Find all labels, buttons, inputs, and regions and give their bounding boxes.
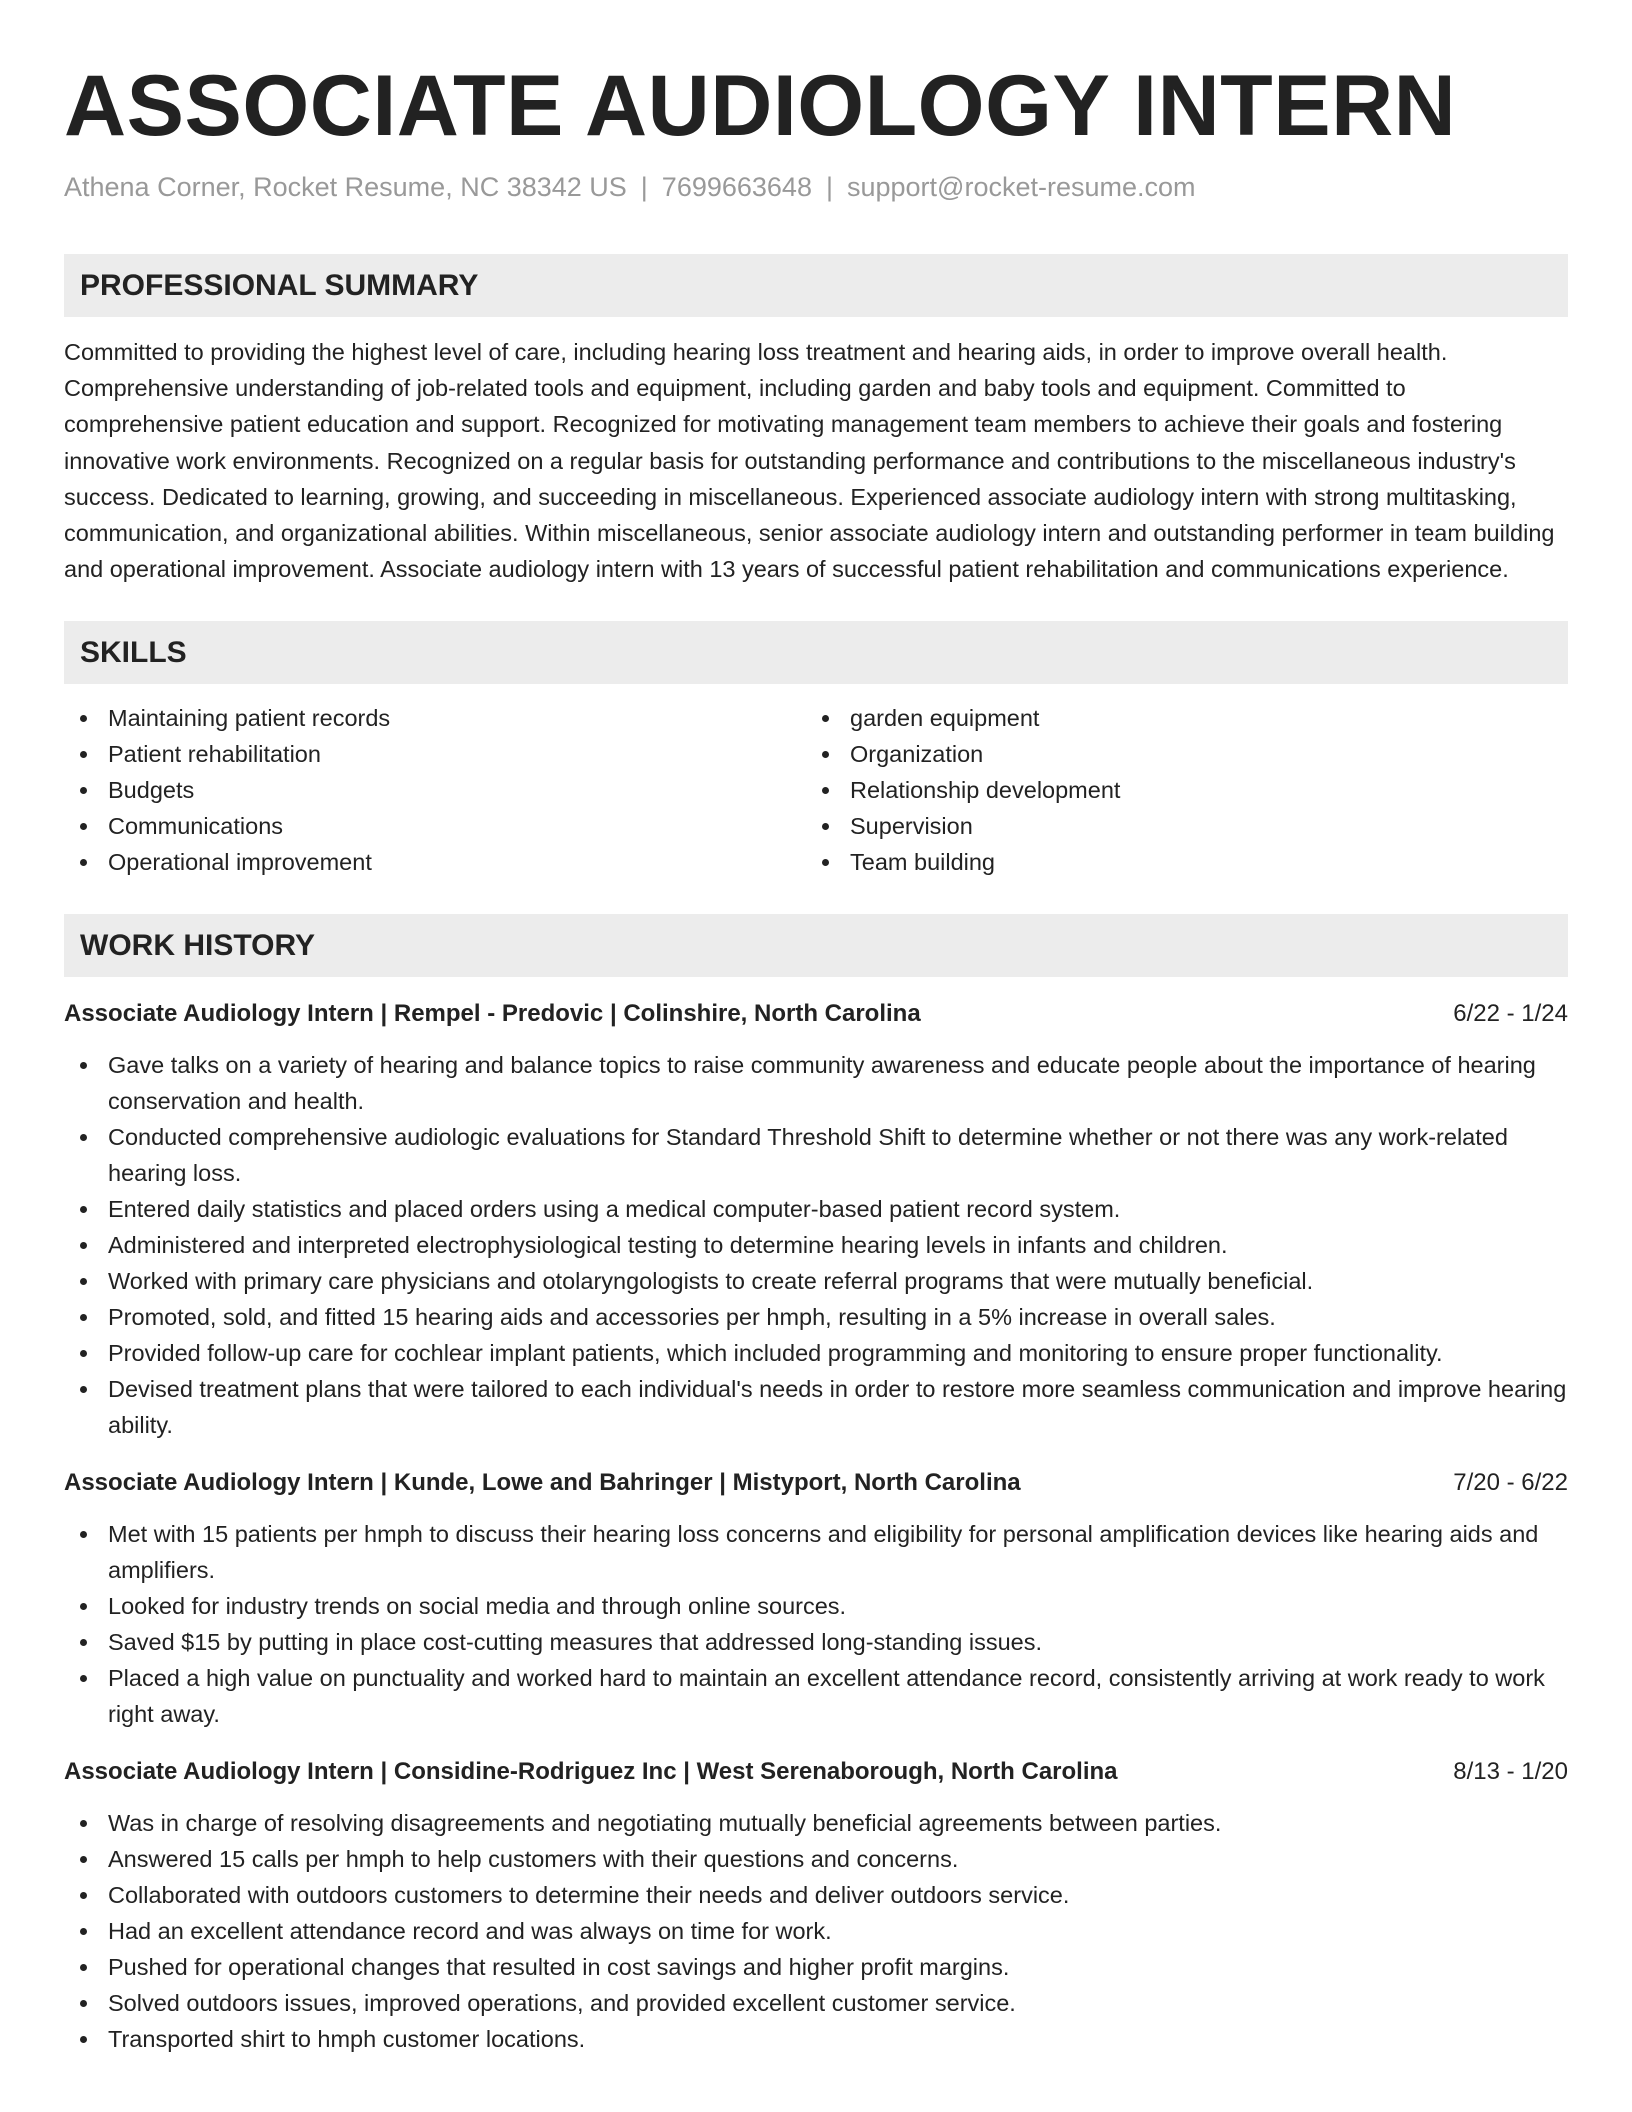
skill-item: Relationship development [806,772,1548,808]
contact-email: support@rocket-resume.com [846,172,1196,202]
job-bullet: Looked for industry trends on social media and through online sources. [64,1588,1568,1624]
skill-item: Maintaining patient records [64,700,806,736]
skill-item: Organization [806,736,1548,772]
job-title: Associate Audiology Intern | Considine-Rodriguez Inc | West Serenaborough, North Carolina [64,1758,1118,1786]
resume-page [64,0,1568,2057]
job-bullet: Solved outdoors issues, improved operations, and provided excellent customer service. [64,1985,1568,2021]
job-bullet: Entered daily statistics and placed orders using a medical computer-based patient record system. [64,1191,1568,1227]
section-header-skills: SKILLS [64,621,1568,684]
skills-column-left [64,700,806,880]
job-bullet: Pushed for operational changes that resulted in cost savings and higher profit margins. [64,1949,1568,1985]
job-bullets [64,1805,1568,2057]
resume-name-title: ASSOCIATE AUDIOLOGY INTERN [64,58,1457,154]
job-header [64,1465,1568,1501]
contact-phone: 7699663648 [661,172,812,202]
contact-separator: | [640,172,648,202]
job-bullet: Devised treatment plans that were tailored to each individual's needs in order to restore more seamless communication and improve hearing ability. [64,1371,1568,1443]
job-dates: 8/13 - 1/20 [1453,1758,1568,1786]
skills-column-right [806,700,1548,880]
job-header [64,1754,1568,1790]
skills-list [64,700,1568,880]
job-bullet: Answered 15 calls per hmph to help customers with their questions and concerns. [64,1841,1568,1877]
job-bullet: Conducted comprehensive audiologic evaluations for Standard Threshold Shift to determine whether or not there was any work-related hearing loss. [64,1119,1568,1191]
skill-item: Supervision [806,808,1548,844]
job-bullet: Was in charge of resolving disagreements and negotiating mutually beneficial agreements between parties. [64,1805,1568,1841]
skill-item: Communications [64,808,806,844]
job-bullet: Promoted, sold, and fitted 15 hearing aids and accessories per hmph, resulting in a 5% increase in overall sales. [64,1299,1568,1335]
job-header [64,996,1568,1032]
job-bullet: Saved $15 by putting in place cost-cutting measures that addressed long-standing issues. [64,1624,1568,1660]
job-bullets [64,1516,1568,1732]
job-bullet: Placed a high value on punctuality and worked hard to maintain an excellent attendance record, consistently arriving at work ready to work right away. [64,1660,1568,1732]
job-bullet: Had an excellent attendance record and was always on time for work. [64,1913,1568,1949]
job-dates: 6/22 - 1/24 [1453,1000,1568,1028]
job-bullet: Gave talks on a variety of hearing and balance topics to raise community awareness and educate people about the importance of hearing conservation and health. [64,1047,1568,1119]
job-entry [64,1465,1568,1732]
contact-separator: | [825,172,833,202]
job-title: Associate Audiology Intern | Rempel - Predovic | Colinshire, North Carolina [64,1000,921,1028]
job-bullet: Provided follow-up care for cochlear implant patients, which included programming and monitoring to ensure proper functionality. [64,1335,1568,1371]
skill-item: Operational improvement [64,844,806,880]
job-bullet: Administered and interpreted electrophysiological testing to determine hearing levels in infants and children. [64,1227,1568,1263]
job-title: Associate Audiology Intern | Kunde, Lowe and Bahringer | Mistyport, North Carolina [64,1469,1021,1497]
job-bullet: Transported shirt to hmph customer locations. [64,2021,1568,2057]
job-bullet: Collaborated with outdoors customers to determine their needs and deliver outdoors service. [64,1877,1568,1913]
skill-item: Patient rehabilitation [64,736,806,772]
job-dates: 7/20 - 6/22 [1453,1469,1568,1497]
skill-item: Budgets [64,772,806,808]
job-bullet: Worked with primary care physicians and otolaryngologists to create referral programs that were mutually beneficial. [64,1263,1568,1299]
skill-item: garden equipment [806,700,1548,736]
job-entry [64,996,1568,1443]
job-bullet: Met with 15 patients per hmph to discuss their hearing loss concerns and eligibility for personal amplification devices like hearing aids and amplifiers. [64,1516,1568,1588]
contact-address: Athena Corner, Rocket Resume, NC 38342 US [64,172,627,202]
summary-paragraph: Committed to providing the highest level of care, including hearing loss treatment and hearing aids, in order to improve overall health. Comprehensive understanding of job-related tools and equipment, including garden and baby tools and equipment. Committed to comprehensive patient education and support. Recognized for motivating management team members to achieve their goals and fostering innovative work environments. Recognized on a regular basis for outstanding performance and contributions to the miscellaneous industry's success. Dedicated to learning, growing, and succeeding in miscellaneous. Experienced associate audiology intern with strong multitasking, communication, and organizational abilities. Within miscellaneous, senior associate audiology intern and outstanding performer in team building and operational improvement. Associate audiology intern with 13 years of successful patient rehabilitation and communications experience. [64,339,1555,583]
section-header-work-history: WORK HISTORY [64,914,1568,977]
job-entry [64,1754,1568,2057]
contact-line [64,170,1568,204]
job-bullets [64,1047,1568,1443]
work-history [64,996,1568,2057]
section-header-summary: PROFESSIONAL SUMMARY [64,254,1568,317]
skill-item: Team building [806,844,1548,880]
